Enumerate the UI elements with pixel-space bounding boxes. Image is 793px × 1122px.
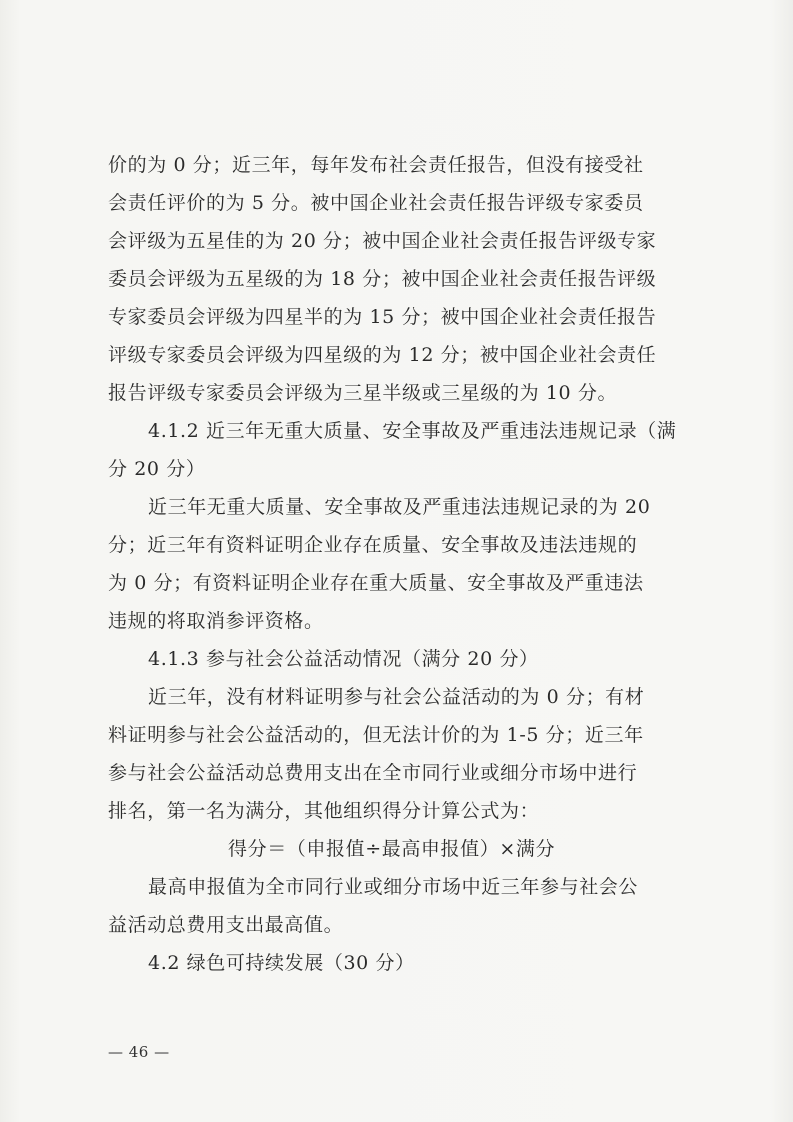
paragraph-line: 会责任评价的为 5 分。被中国企业社会责任报告评级专家委员 <box>108 192 644 214</box>
paragraph-line: 报告评级专家委员会评级为三星半级或三星级的为 10 分。 <box>108 382 618 404</box>
paragraph-line: 近三年无重大质量、安全事故及严重违法违规记录的为 20 <box>148 496 651 518</box>
page-number: — 46 — <box>108 1043 170 1061</box>
paragraph-line: 违规的将取消参评资格。 <box>108 610 324 632</box>
paragraph-line: 益活动总费用支出最高值。 <box>108 914 344 936</box>
paragraph-line: 评级专家委员会评级为四星级的为 12 分；被中国企业社会责任 <box>108 344 657 366</box>
paragraph-line: 为 0 分；有资料证明企业存在重大质量、安全事故及严重违法 <box>108 572 644 594</box>
paragraph-line: 料证明参与社会公益活动的，但无法计价的为 1-5 分；近三年 <box>108 724 644 746</box>
section-heading-4-1-2-cont: 分 20 分） <box>108 458 206 480</box>
paragraph-line: 会评级为五星佳的为 20 分；被中国企业社会责任报告评级专家 <box>108 230 657 252</box>
paragraph-line: 参与社会公益活动总费用支出在全市同行业或细分市场中进行 <box>108 762 638 784</box>
document-body <box>108 146 694 982</box>
score-formula: 得分＝（申报值÷最高申报值）×满分 <box>228 838 556 860</box>
paragraph-line: 排名，第一名为满分，其他组织得分计算公式为： <box>108 800 540 822</box>
section-heading-4-1-2: 4.1.2 近三年无重大质量、安全事故及严重违法违规记录（满 <box>148 420 677 442</box>
paragraph-line: 委员会评级为五星级的为 18 分；被中国企业社会责任报告评级 <box>108 268 657 290</box>
paragraph-line: 分；近三年有资料证明企业存在质量、安全事故及违法违规的 <box>108 534 638 556</box>
paragraph-line: 近三年，没有材料证明参与社会公益活动的为 0 分；有材 <box>148 686 645 708</box>
section-heading-4-1-3: 4.1.3 参与社会公益活动情况（满分 20 分） <box>148 648 539 670</box>
paragraph-line: 专家委员会评级为四星半的为 15 分；被中国企业社会责任报告 <box>108 306 657 328</box>
paragraph-line: 最高申报值为全市同行业或细分市场中近三年参与社会公 <box>148 876 639 898</box>
paragraph-line: 价的为 0 分；近三年，每年发布社会责任报告，但没有接受社 <box>108 154 644 176</box>
section-heading-4-2: 4.2 绿色可持续发展（30 分） <box>148 952 415 974</box>
